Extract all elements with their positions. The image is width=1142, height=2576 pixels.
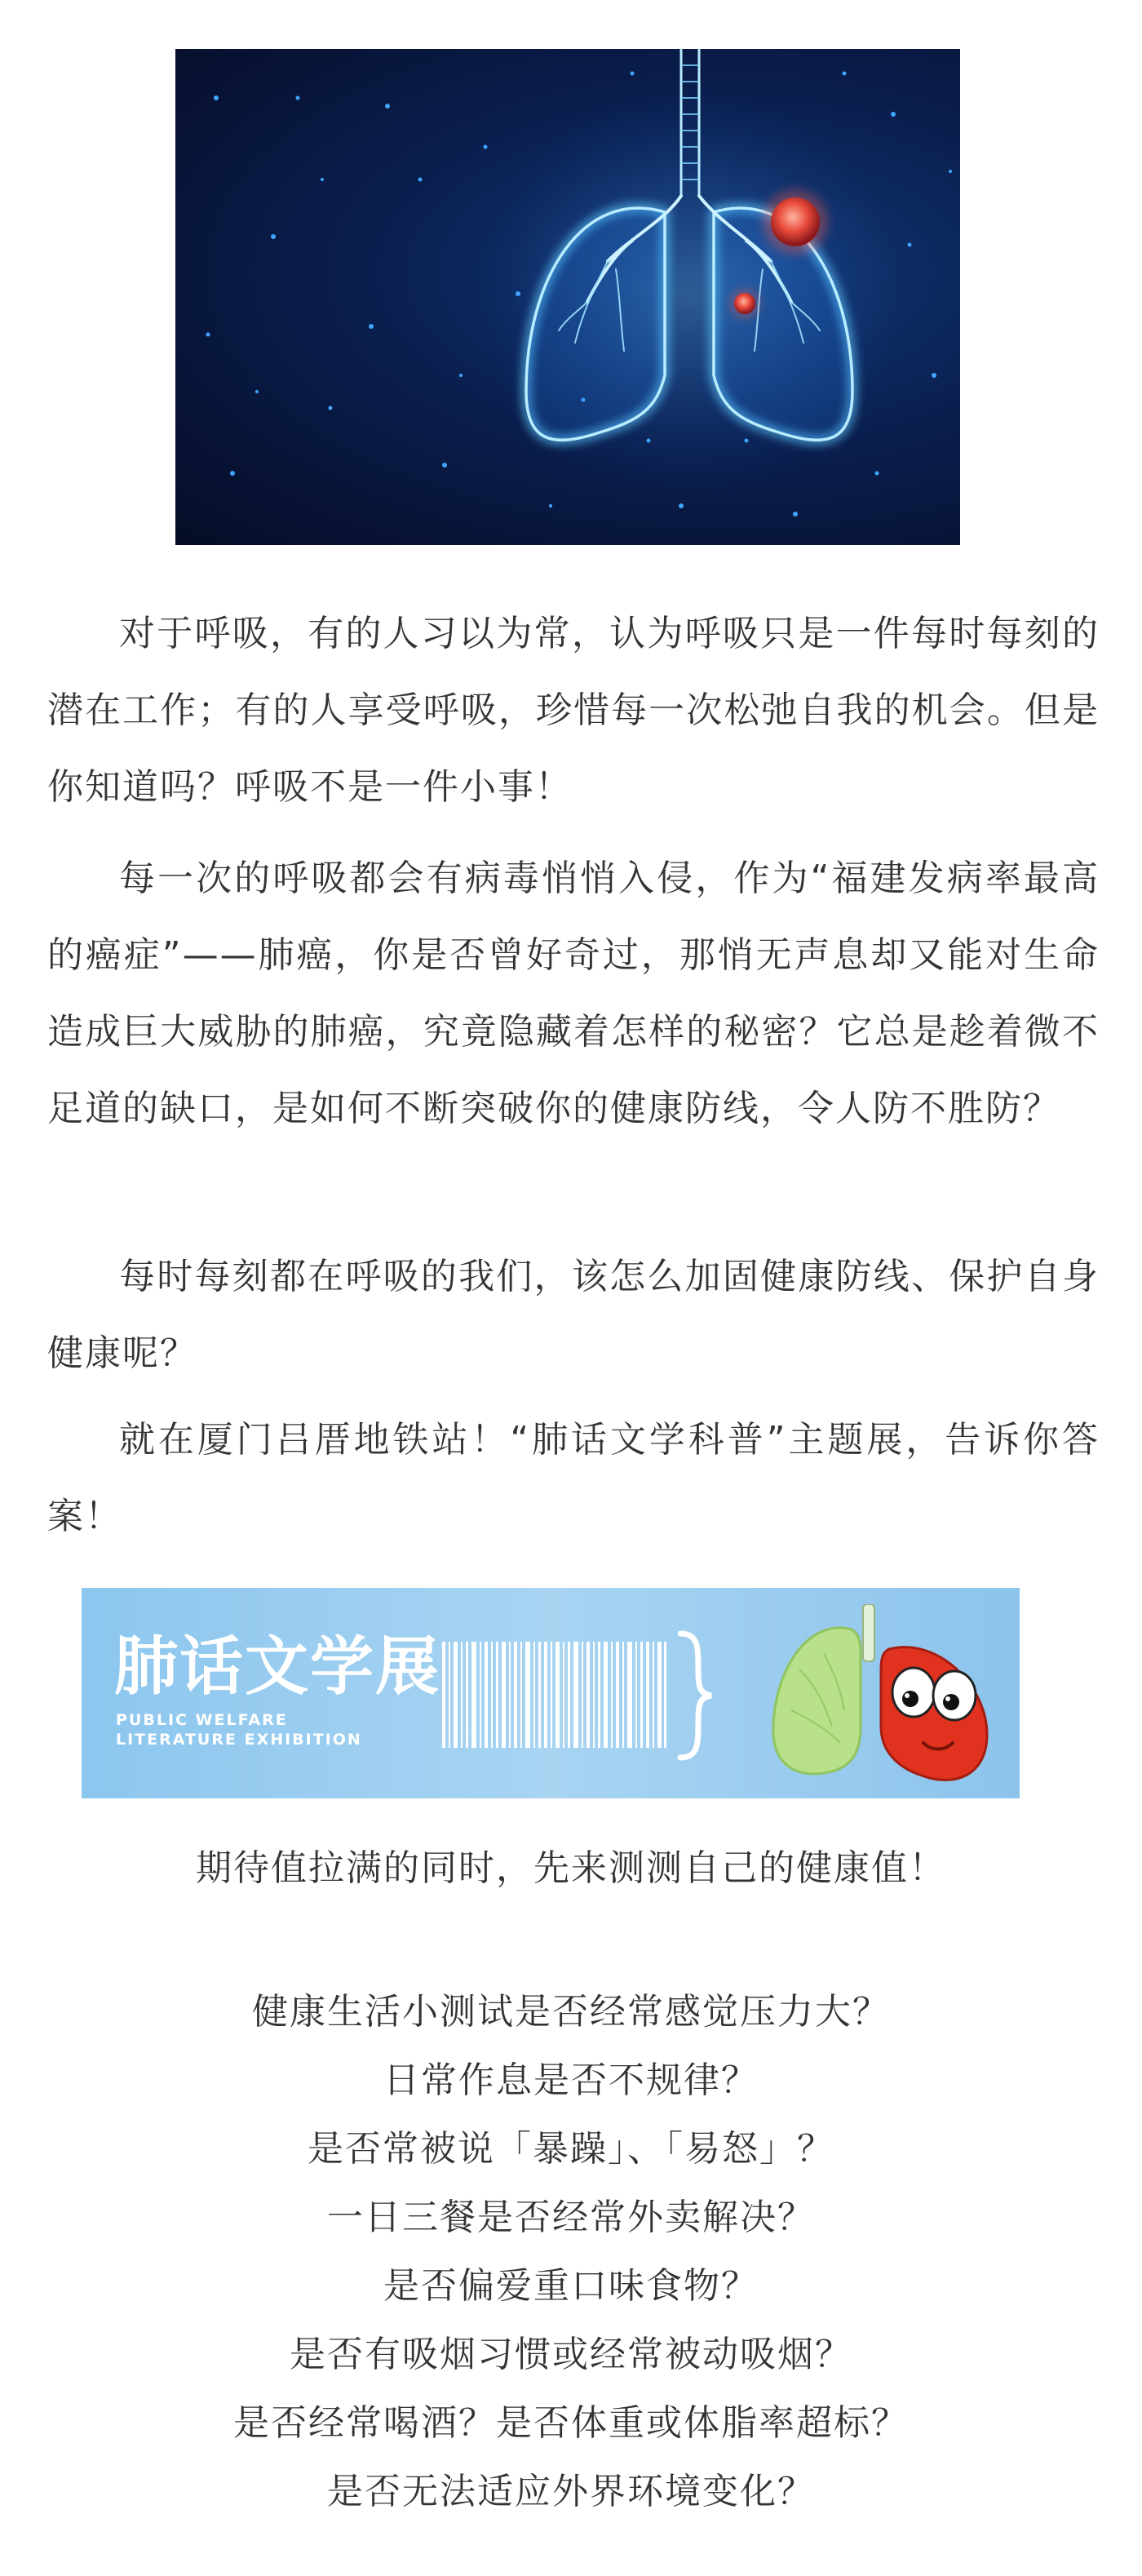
quiz-item: 是否偏爱重口味食物？ xyxy=(383,2265,759,2307)
exhibition-paragraph: 就在厦门吕厝地铁站！“肺话文学科普”主题展，告诉你答案！ xyxy=(47,1419,1100,1537)
health-defense-paragraph: 每时每刻都在呼吸的我们，该怎么加固健康防线、保护自身健康呢？ xyxy=(47,1256,1100,1374)
brace-graphic xyxy=(674,1630,715,1761)
quiz-item: 是否无法适应外界环境变化？ xyxy=(327,2471,815,2512)
lungs-illustration xyxy=(175,49,960,545)
quiz-lead-text: 期待值拉满的同时，先来测测自己的健康值！ xyxy=(196,1847,946,1889)
quiz-item: 日常作息是否不规律？ xyxy=(383,2059,759,2101)
intro-paragraph: 对于呼吸，有的人习以为常，认为呼吸只是一件每时每刻的潜在工作；有的人享受呼吸，珍惜每一次松弛自我的机会。但是你知道吗？呼吸不是一件小事！ xyxy=(47,613,1100,808)
barcode-graphic xyxy=(442,1642,666,1748)
banner-subtitle-line1: PUBLIC WELFARE xyxy=(116,1711,288,1729)
quiz-item: 一日三餐是否经常外卖解决？ xyxy=(327,2197,815,2238)
banner-title: 肺话文学展 xyxy=(114,1630,441,1704)
quiz-item: 是否常被说「暴躁」、「易怒」？ xyxy=(308,2128,834,2170)
banner-subtitle-line2: LITERATURE EXHIBITION xyxy=(116,1731,362,1749)
quiz-item: 是否经常喝酒？是否体重或体脂率超标？ xyxy=(233,2402,909,2444)
health-quiz-list xyxy=(0,1978,1142,2526)
banner-subtitle xyxy=(116,1710,362,1749)
lung-mascots-graphic xyxy=(750,1604,995,1792)
quiz-item: 健康生活小测试是否经常感觉压力大？ xyxy=(252,1991,890,2033)
lung-cancer-paragraph: 每一次的呼吸都会有病毒悄悄入侵，作为“福建发病率最高的癌症”——肺癌，你是否曾好奇过，那悄无声息却又能对生命造成巨大威胁的肺癌，究竟隐藏着怎样的秘密？它总是趁着微不足道的缺口，是如何不断突破你的健康防线，令人防不胜防？ xyxy=(47,858,1100,1129)
quiz-item: 是否有吸烟习惯或经常被动吸烟？ xyxy=(290,2334,852,2375)
exhibition-banner xyxy=(82,1588,1020,1798)
